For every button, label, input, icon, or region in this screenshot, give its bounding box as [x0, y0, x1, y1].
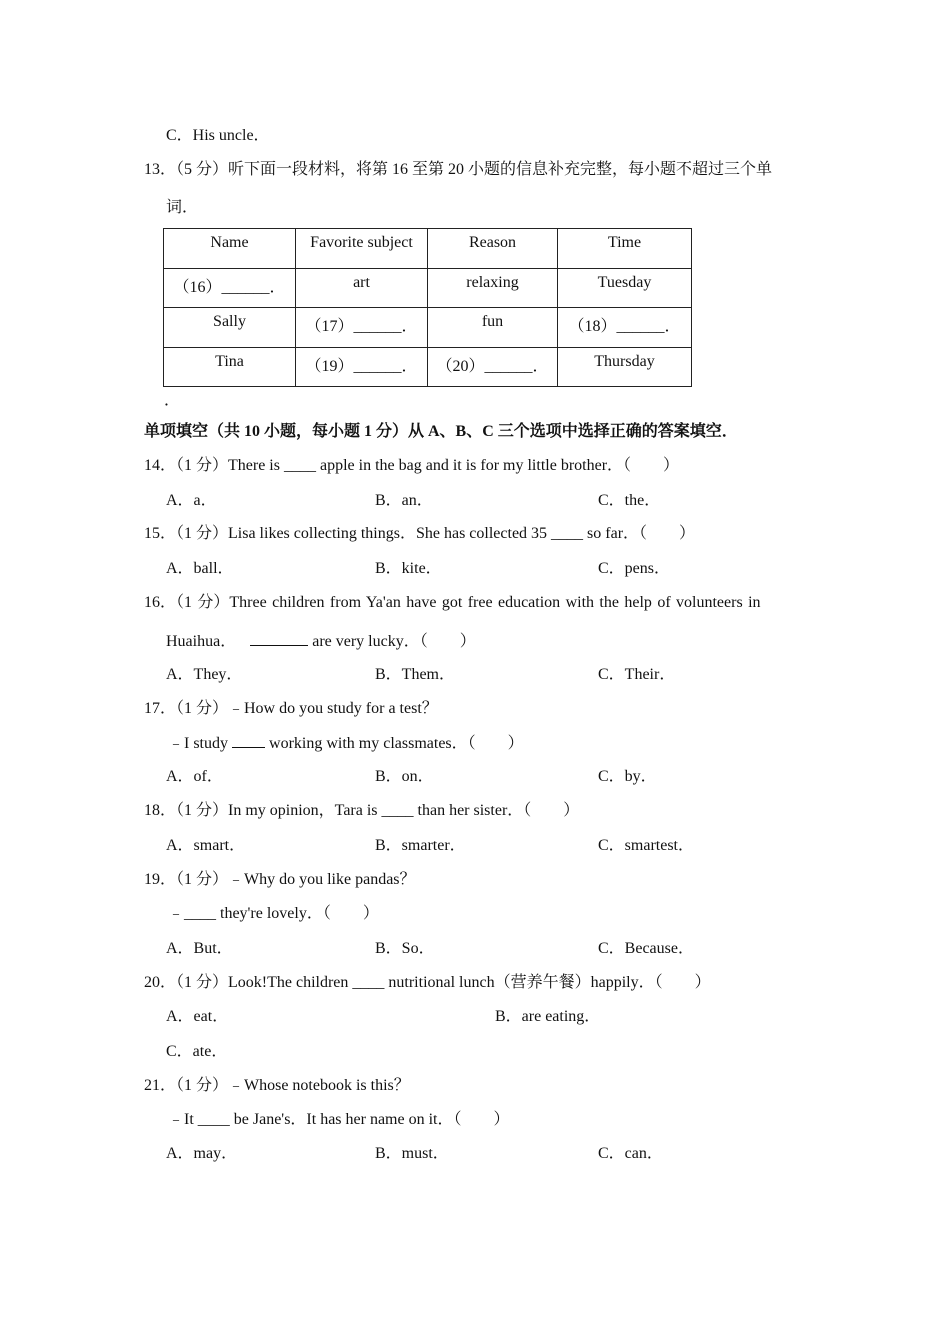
table-row [164, 308, 692, 348]
q17-stem-line2-end: working with my classmates．（ ） [265, 735, 524, 752]
table-header: Time [558, 229, 692, 269]
q21-stem-line2: ﹣It ____ be Jane's．It has her name on it．（ ） [168, 1111, 510, 1128]
q17-stem-line2-start: ﹣I study [168, 735, 233, 752]
q13-info-table [163, 228, 692, 387]
table-cell: Sally [164, 308, 296, 348]
q14-option-a[interactable]: A．a． [166, 492, 217, 509]
q15-stem: 15．（1 分）Lisa likes collecting things．She has collected 35 ____ so far．（ ） [144, 525, 696, 542]
table-cell: art [296, 268, 428, 308]
q20-option-b[interactable]: B．are eating． [495, 1008, 601, 1025]
q20-option-a[interactable]: A．eat． [166, 1008, 229, 1025]
q16-stem-line2-end: are very lucky．（ ） [308, 633, 476, 650]
table-cell: Thursday [558, 347, 692, 387]
q18-option-b[interactable]: B．smarter． [375, 837, 466, 854]
q19-option-b[interactable]: B．So． [375, 940, 435, 957]
q18-option-a[interactable]: A．smart． [166, 837, 246, 854]
table-cell: Tina [164, 347, 296, 387]
q15-option-c[interactable]: C．pens． [598, 560, 671, 577]
q15-option-a[interactable]: A．ball． [166, 560, 234, 577]
q15-option-b[interactable]: B．kite． [375, 560, 442, 577]
table-header-row [164, 229, 692, 269]
q19-option-c[interactable]: C．Because． [598, 940, 694, 957]
q14-option-c[interactable]: C．the． [598, 492, 661, 509]
table-cell: （20）______． [428, 347, 558, 387]
q17-option-a[interactable]: A．of． [166, 768, 223, 785]
q13-stem-line1: 13．（5 分）听下面一段材料，将第 16 至第 20 小题的信息补充完整，每小题不超过三个单 [144, 161, 773, 178]
q12-option-c: C．His uncle． [166, 127, 270, 144]
q18-stem: 18．（1 分）In my opinion，Tara is ____ than her sister．（ ） [144, 802, 580, 819]
table-cell: （18）______． [558, 308, 692, 348]
q20-option-c[interactable]: C．ate． [166, 1043, 228, 1060]
q16-option-a[interactable]: A．They． [166, 666, 243, 683]
q16-option-b[interactable]: B．Them． [375, 666, 455, 683]
q13-trailing-mark: ． [164, 392, 181, 409]
q17-option-b[interactable]: B．on． [375, 768, 434, 785]
q21-option-b[interactable]: B．must． [375, 1145, 449, 1162]
table-cell: Tuesday [558, 268, 692, 308]
answer-blank [232, 733, 265, 748]
table-header: Reason [428, 229, 558, 269]
q14-option-b[interactable]: B．an． [375, 492, 433, 509]
section-title: 单项填空（共 10 小题，每小题 1 分）从 A、B、C 三个选项中选择正确的答案填空． [144, 423, 738, 440]
q16-stem-line1: 16．（1 分）Three children from Ya'an have got free education with the help of volunteers in [144, 594, 761, 611]
table-header: Name [164, 229, 296, 269]
q21-option-a[interactable]: A．may． [166, 1145, 238, 1162]
q16-stem-line2 [166, 631, 476, 652]
q16-option-c[interactable]: C．Their． [598, 666, 676, 683]
q17-option-c[interactable]: C．by． [598, 768, 657, 785]
answer-blank [250, 631, 308, 646]
q17-stem-line2 [168, 733, 524, 754]
table-row [164, 268, 692, 308]
table-cell: （17）______． [296, 308, 428, 348]
q20-stem: 20．（1 分）Look!The children ____ nutritional lunch（营养午餐）happily．（ ） [144, 974, 711, 991]
q13-stem-line2: 词． [166, 199, 199, 216]
q21-option-c[interactable]: C．can． [598, 1145, 663, 1162]
q17-stem-line1: 17．（1 分）﹣How do you study for a test？ [144, 700, 438, 717]
q19-stem-line2: ﹣____ they're lovely．（ ） [168, 905, 379, 922]
table-row [164, 347, 692, 387]
q21-stem-line1: 21．（1 分）﹣Whose notebook is this？ [144, 1077, 410, 1094]
q19-stem-line1: 19．（1 分）﹣Why do you like pandas？ [144, 871, 416, 888]
q16-stem-line2-start: Huaihua． [166, 633, 237, 650]
table-cell: （16）______． [164, 268, 296, 308]
q18-option-c[interactable]: C．smartest． [598, 837, 694, 854]
table-cell: （19）______． [296, 347, 428, 387]
table-cell: relaxing [428, 268, 558, 308]
q14-stem: 14．（1 分）There is ____ apple in the bag and it is for my little brother．（ ） [144, 457, 680, 474]
table-header: Favorite subject [296, 229, 428, 269]
q19-option-a[interactable]: A．But． [166, 940, 233, 957]
table-cell: fun [428, 308, 558, 348]
